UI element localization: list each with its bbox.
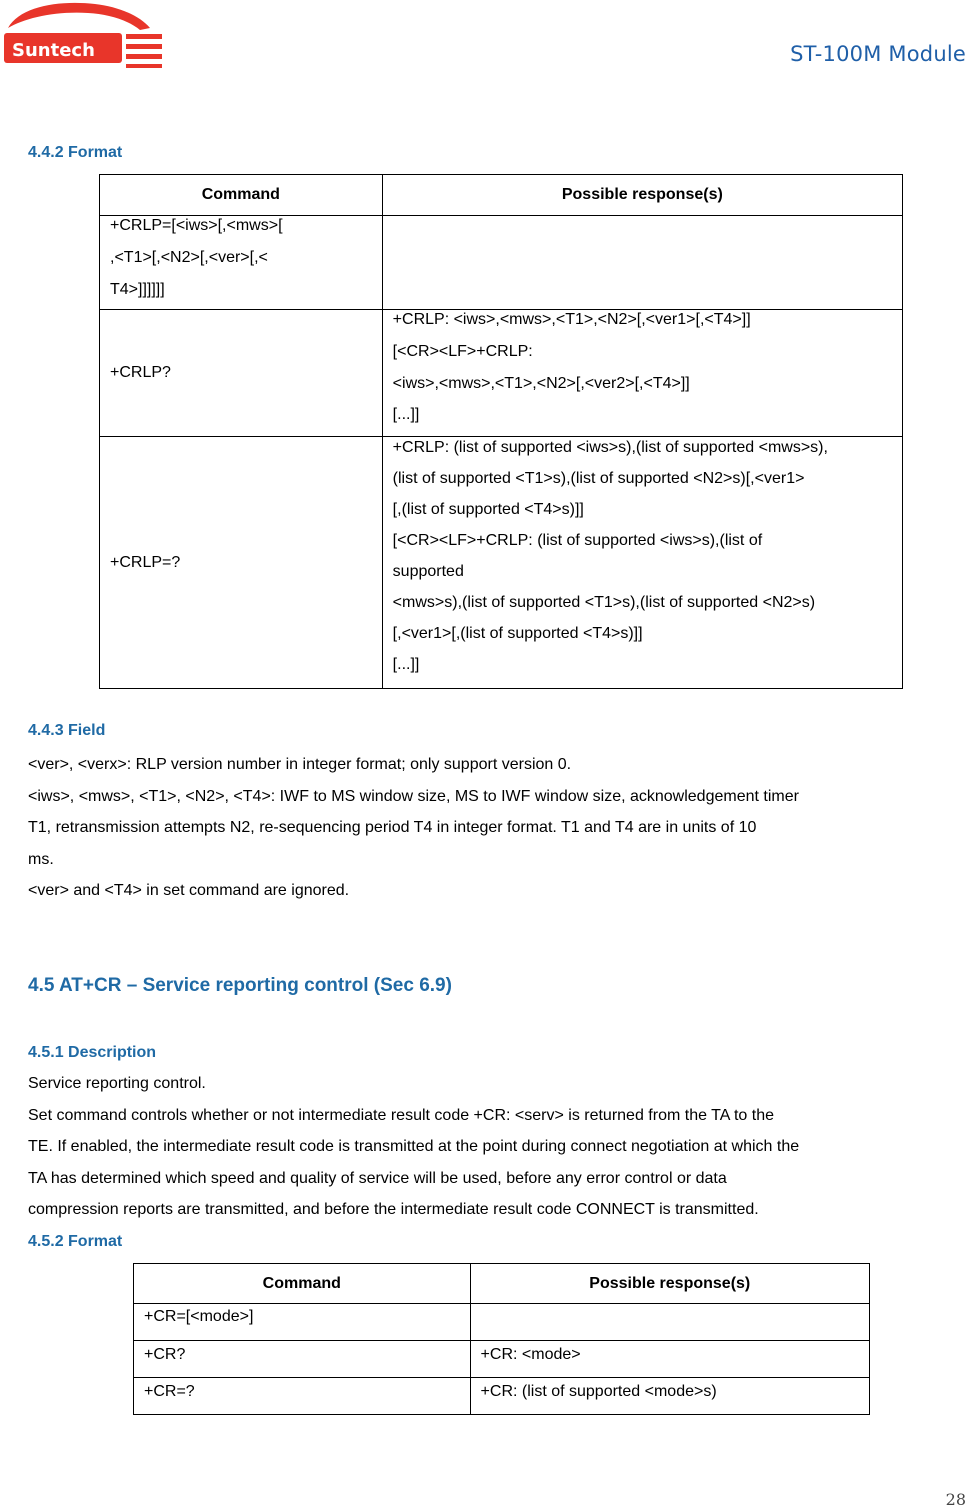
col-response-header: Possible response(s) <box>382 175 902 216</box>
col-response-header: Possible response(s) <box>470 1264 869 1304</box>
response-line: supported <box>392 563 464 580</box>
response-cell <box>470 1304 869 1341</box>
cr-format-table <box>133 1263 870 1415</box>
description-text <box>28 1068 948 1226</box>
logo-text: Suntech <box>12 40 95 61</box>
suntech-logo <box>0 0 165 70</box>
section-heading-452: 4.5.2 Format <box>28 1233 123 1250</box>
response-cell: +CR: (list of supported <mode>s) <box>470 1378 869 1415</box>
paragraph-line: T1, retransmission attempts N2, re-sequencing period T4 in integer format. T1 and T4 are in units of 10 <box>28 819 757 836</box>
paragraph-line: <ver> and <T4> in set command are ignored. <box>28 882 350 899</box>
paragraph-line: TA has determined which speed and quality of service will be used, before any error control or data <box>28 1169 727 1187</box>
response-line: [...]] <box>392 656 420 673</box>
response-line: <mws>s),(list of supported <T1>s),(list of supported <N2>s) <box>392 594 816 611</box>
response-line: [,<ver1>[,(list of supported <T4>s)]] <box>392 625 643 642</box>
col-command-header: Command <box>100 175 383 216</box>
table-row <box>100 310 903 437</box>
module-title: ST-100M Module <box>790 42 966 66</box>
response-line: [...]] <box>392 406 420 423</box>
col-command-header: Command <box>134 1264 471 1304</box>
table-row <box>134 1341 870 1378</box>
command-cell: +CR=[<mode>] <box>134 1304 471 1341</box>
response-line: [,(list of supported <T4>s)]] <box>392 501 584 518</box>
paragraph-line: Service reporting control. <box>28 1075 206 1092</box>
page-number: 28 <box>945 1490 966 1509</box>
response-cell: +CR: <mode> <box>470 1341 869 1378</box>
paragraph-line: compression reports are transmitted, and before the intermediate result code CONNECT is transmitted. <box>28 1201 759 1218</box>
table-row <box>100 216 903 310</box>
command-cell: +CRLP=? <box>110 553 181 571</box>
section-heading-45: 4.5 AT+CR – Service reporting control (Sec 6.9) <box>28 975 452 996</box>
crlp-format-table <box>99 174 903 689</box>
response-line: <iws>,<mws>,<T1>,<N2>[,<ver2>[,<T4>]] <box>392 375 690 392</box>
field-description <box>28 749 928 907</box>
table-row <box>134 1378 870 1415</box>
table-header-row <box>134 1264 870 1304</box>
response-cell-empty <box>382 216 902 310</box>
section-heading-443: 4.4.3 Field <box>28 722 106 739</box>
response-line: [<CR><LF>+CRLP: (list of supported <iws>s),(list of <box>392 532 763 549</box>
command-line: ,<T1>[,<N2>[,<ver>[,< <box>110 249 268 266</box>
table-header-row <box>100 175 903 216</box>
section-heading-451: 4.5.1 Description <box>28 1044 157 1061</box>
command-line: +CRLP=[<iws>[,<mws>[ <box>110 217 283 234</box>
table-row <box>100 437 903 689</box>
section-heading-442: 4.4.2 Format <box>28 144 123 161</box>
paragraph-line: <ver>, <verx>: RLP version number in integer format; only support version 0. <box>28 756 572 773</box>
paragraph-line: Set command controls whether or not intermediate result code +CR: <serv> is returned from the TA to the <box>28 1106 774 1124</box>
paragraph-line: TE. If enabled, the intermediate result code is transmitted at the point during connect negotiation at which the <box>28 1138 800 1155</box>
paragraph-line: <iws>, <mws>, <T1>, <N2>, <T4>: IWF to MS window size, MS to IWF window size, acknowledgement timer <box>28 787 799 805</box>
command-line: T4>]]]]]] <box>110 281 165 298</box>
response-line: [<CR><LF>+CRLP: <box>392 343 533 360</box>
command-cell: +CR? <box>134 1341 471 1378</box>
table-row <box>134 1304 870 1341</box>
response-line: (list of supported <T1>s),(list of supported <N2>s)[,<ver1> <box>392 470 805 487</box>
paragraph-line: ms. <box>28 850 54 868</box>
command-cell: +CR=? <box>134 1378 471 1415</box>
response-line: +CRLP: <iws>,<mws>,<T1>,<N2>[,<ver1>[,<T4>]] <box>392 311 751 328</box>
response-line: +CRLP: (list of supported <iws>s),(list of supported <mws>s), <box>392 439 828 456</box>
command-cell: +CRLP? <box>110 364 171 382</box>
